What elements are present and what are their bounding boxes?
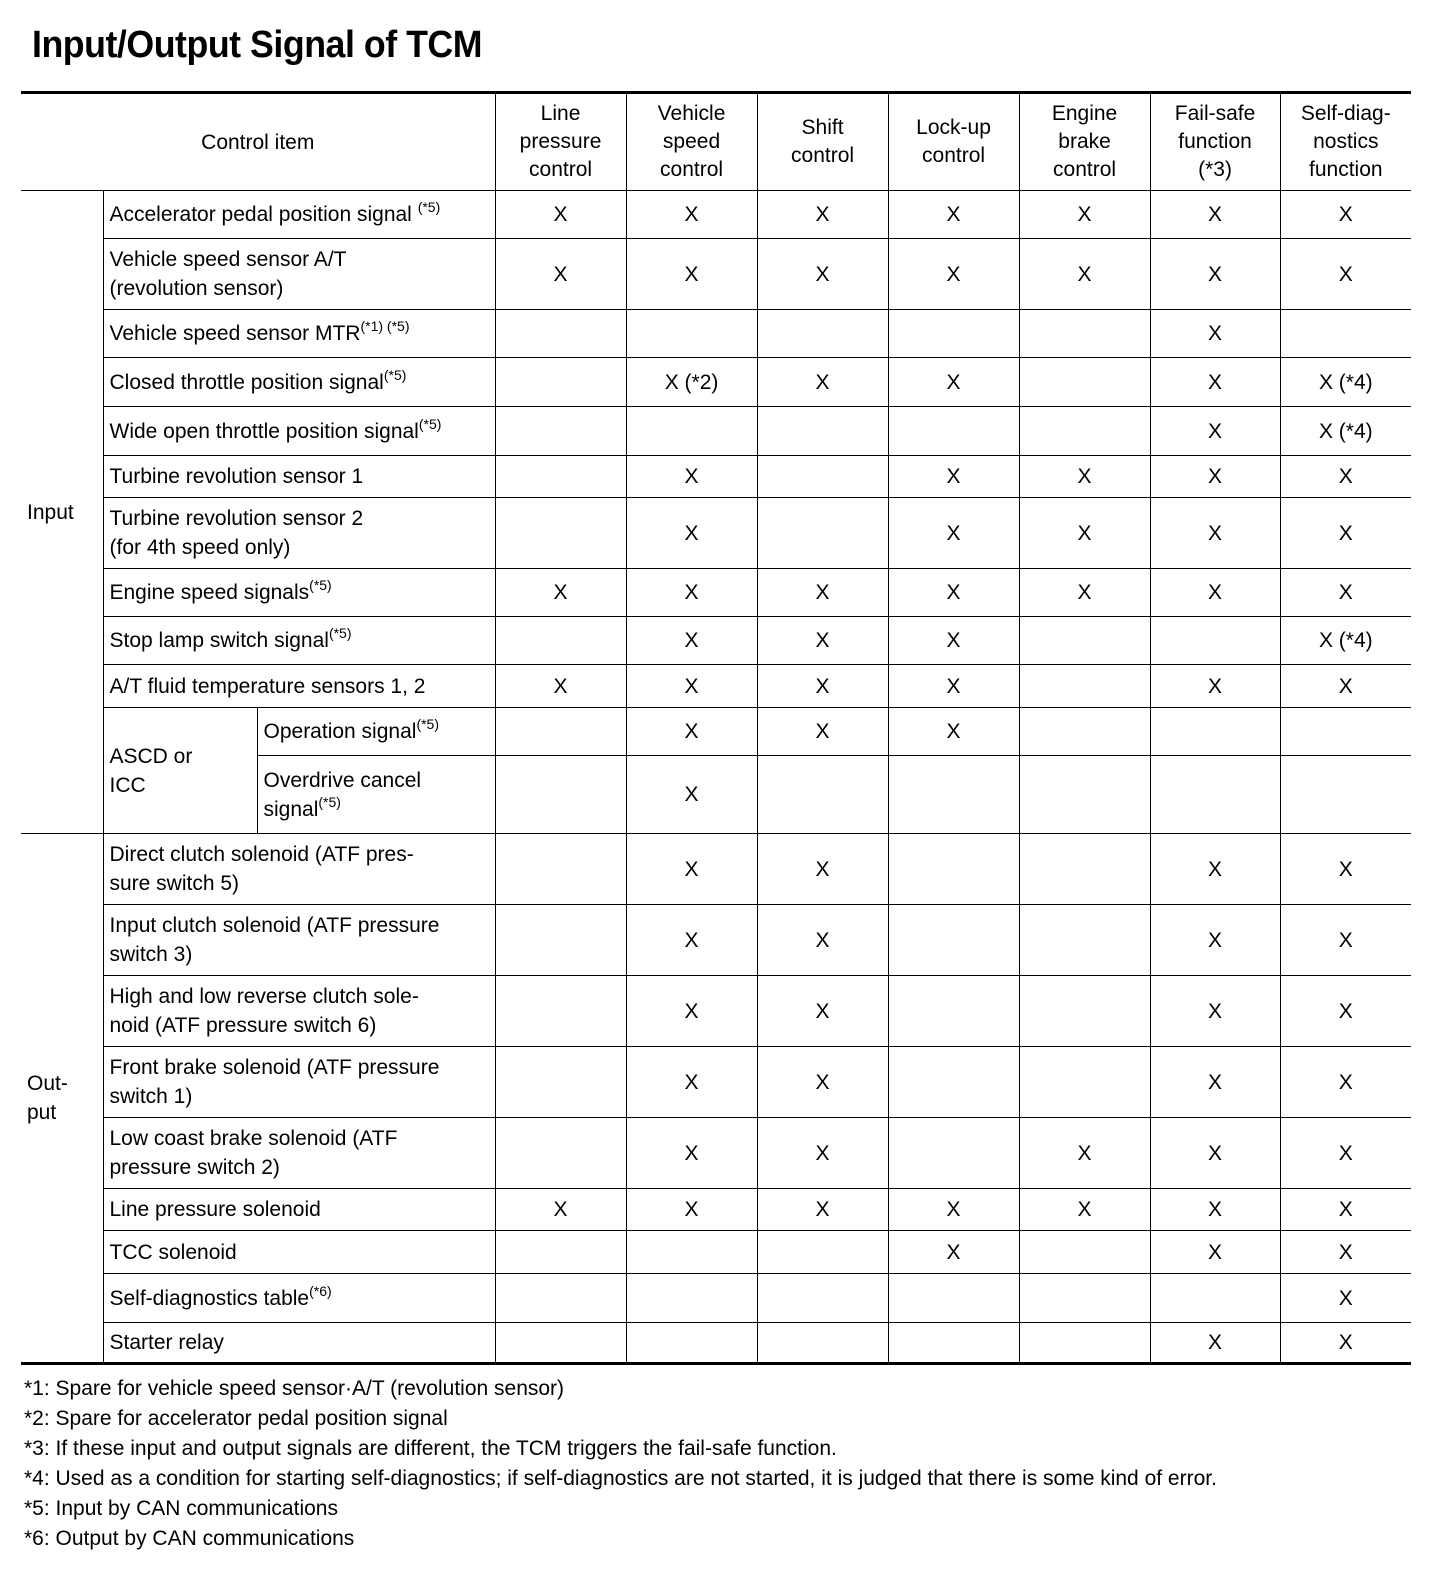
mark-cell: X (*4) [1280, 407, 1411, 456]
mark-cell [495, 976, 626, 1047]
footnote: *3: If these input and output signals are different, the TCM triggers the fail-safe function. [24, 1437, 837, 1460]
mark-cell: X [1150, 1047, 1280, 1118]
mark-cell [888, 1118, 1019, 1189]
cell-text: control [922, 144, 986, 167]
mark-cell: X [1019, 191, 1150, 239]
row-label [103, 191, 495, 239]
mark-cell [888, 834, 1019, 905]
mark-cell [757, 756, 888, 834]
mark-cell: X [626, 976, 757, 1047]
mark-cell [495, 456, 626, 498]
cell-text: (*3) [1198, 158, 1232, 181]
cell-text: noid (ATF pressure switch 6) [109, 1014, 377, 1037]
mark-cell: X [626, 1047, 757, 1118]
cell-text: Out- [27, 1072, 68, 1095]
mark-cell: X [1280, 1323, 1411, 1364]
cell-text: Vehicle speed sensor A/T [109, 248, 347, 271]
mark-cell: X [626, 834, 757, 905]
footnote-ref: (*1) (*5) [360, 318, 410, 334]
cell-text: Turbine revolution sensor 1 [109, 465, 364, 488]
header-col-0 [495, 93, 626, 191]
cell-text: Shift [801, 116, 844, 139]
mark-cell: X [1280, 905, 1411, 976]
mark-cell: X [757, 358, 888, 407]
footnote-ref: (*5) [383, 366, 407, 383]
mark-cell: X [888, 665, 1019, 708]
mark-cell: X [1150, 1323, 1280, 1364]
cell-text: ICC [109, 773, 146, 797]
mark-cell: X [888, 708, 1019, 756]
cell-text: put [27, 1101, 57, 1124]
mark-cell [1019, 1231, 1150, 1274]
footnote: *1: Spare for vehicle speed sensor·A/T (revolution sensor) [24, 1377, 565, 1400]
table-row [21, 191, 1411, 239]
header-col-2 [757, 93, 888, 191]
table-row [21, 1118, 1411, 1189]
row-label [103, 617, 495, 665]
row-label [103, 407, 495, 456]
footnote: *5: Input by CAN communications [24, 1497, 338, 1520]
mark-cell: X [757, 239, 888, 310]
mark-cell [757, 456, 888, 498]
cell-text: A/T fluid temperature sensors 1, 2 [109, 674, 426, 698]
cell-text: (for 4th speed only) [109, 536, 291, 559]
mark-cell: X [626, 1118, 757, 1189]
table-row [21, 1323, 1411, 1364]
cell-text: sure switch 5) [109, 872, 240, 895]
mark-cell: X [1280, 1274, 1411, 1323]
mark-cell [888, 407, 1019, 456]
mark-cell: X [1280, 1189, 1411, 1231]
cell-text: speed [662, 130, 721, 153]
mark-cell [1019, 617, 1150, 665]
mark-cell: X [757, 976, 888, 1047]
row-label [103, 1118, 495, 1189]
footnote-ref: (*5) [418, 415, 442, 432]
header-row [21, 93, 1411, 191]
cell-text: control [529, 158, 593, 181]
cell-text: signal [263, 797, 319, 821]
mark-cell: X [626, 708, 757, 756]
cell-text: control [791, 144, 855, 167]
mark-cell: X [1150, 358, 1280, 407]
mark-cell: X [495, 1189, 626, 1231]
cell-text: Line pressure solenoid [109, 1198, 321, 1221]
mark-cell [495, 1047, 626, 1118]
mark-cell: X [626, 456, 757, 498]
mark-cell [1019, 708, 1150, 756]
cell-text: Overdrive cancel [263, 768, 422, 792]
cell-text: High and low reverse clutch sole- [109, 985, 419, 1008]
mark-cell: X [626, 191, 757, 239]
mark-cell: X [888, 1231, 1019, 1274]
mark-cell [495, 708, 626, 756]
mark-cell: X [626, 1189, 757, 1231]
mark-cell [888, 756, 1019, 834]
mark-cell: X [1150, 905, 1280, 976]
cell-text: Input clutch solenoid (ATF pressure [109, 914, 440, 937]
mark-cell: X [626, 569, 757, 617]
mark-cell [888, 1274, 1019, 1323]
mark-cell: X [888, 617, 1019, 665]
mark-cell [1150, 708, 1280, 756]
group-ascd-icc [103, 708, 257, 834]
header-col-1 [626, 93, 757, 191]
row-label [103, 498, 495, 569]
cell-text: Closed throttle position signal [109, 370, 384, 394]
mark-cell: X [757, 617, 888, 665]
mark-cell: X [1150, 1189, 1280, 1231]
mark-cell [757, 1274, 888, 1323]
cell-text: Vehicle speed sensor MTR [109, 322, 361, 345]
header-col-3 [888, 93, 1019, 191]
cell-text: (revolution sensor) [109, 277, 284, 300]
row-label [103, 569, 495, 617]
mark-cell: X [1019, 239, 1150, 310]
row-label [103, 239, 495, 310]
mark-cell [1019, 310, 1150, 358]
mark-cell [1019, 756, 1150, 834]
mark-cell [495, 358, 626, 407]
header-col-6 [1280, 93, 1411, 191]
mark-cell: X [888, 456, 1019, 498]
mark-cell: X [1019, 456, 1150, 498]
cell-text: switch 3) [109, 943, 193, 966]
mark-cell [757, 498, 888, 569]
mark-cell: X [1150, 834, 1280, 905]
mark-cell [1019, 1323, 1150, 1364]
mark-cell: X [757, 1189, 888, 1231]
mark-cell [1019, 834, 1150, 905]
row-label [103, 1047, 495, 1118]
table-row [21, 569, 1411, 617]
footnote-ref: (*5) [309, 577, 332, 593]
mark-cell [1150, 756, 1280, 834]
mark-cell: X [1150, 407, 1280, 456]
row-label [103, 1274, 495, 1323]
mark-cell: X [1150, 498, 1280, 569]
footnote: *6: Output by CAN communications [24, 1527, 355, 1550]
row-label [103, 665, 495, 708]
group-input: Input [21, 191, 103, 834]
mark-cell [888, 310, 1019, 358]
row-label [103, 1323, 495, 1364]
mark-cell: X [1150, 1118, 1280, 1189]
cell-text: Starter relay [109, 1331, 224, 1354]
row-label [103, 310, 495, 358]
mark-cell: X [888, 239, 1019, 310]
row-label [257, 708, 495, 756]
mark-cell: X [888, 191, 1019, 239]
cell-text: ASCD or [109, 744, 193, 768]
cell-text: pressure [519, 130, 602, 153]
mark-cell [495, 1231, 626, 1274]
cell-text: Turbine revolution sensor 2 [109, 507, 364, 530]
mark-cell [495, 1118, 626, 1189]
mark-cell: X [1150, 569, 1280, 617]
mark-cell: X [626, 905, 757, 976]
cell-text: Lock-up [916, 116, 991, 139]
mark-cell: X [757, 1118, 888, 1189]
mark-cell: X (*2) [626, 358, 757, 407]
cell-text: control [1053, 158, 1117, 181]
mark-cell [1019, 665, 1150, 708]
mark-cell: X [495, 665, 626, 708]
mark-cell [888, 905, 1019, 976]
table-row [21, 358, 1411, 407]
mark-cell: X [1280, 976, 1411, 1047]
mark-cell: X [1280, 239, 1411, 310]
footnote: *2: Spare for accelerator pedal position signal [24, 1407, 448, 1430]
mark-cell [1019, 976, 1150, 1047]
mark-cell: X [1280, 1231, 1411, 1274]
mark-cell: X [495, 239, 626, 310]
mark-cell [1019, 1047, 1150, 1118]
mark-cell: X [1019, 569, 1150, 617]
table-row [21, 1047, 1411, 1118]
table-row [21, 1189, 1411, 1231]
mark-cell: X [626, 665, 757, 708]
row-label [103, 1231, 495, 1274]
cell-text: function [1178, 130, 1252, 153]
mark-cell: X (*4) [1280, 358, 1411, 407]
header-col-5 [1150, 93, 1280, 191]
row-label [103, 358, 495, 407]
cell-text: Fail-safe [1174, 102, 1256, 125]
row-label [103, 976, 495, 1047]
table-row [21, 407, 1411, 456]
cell-text: brake [1058, 130, 1111, 153]
mark-cell [1150, 617, 1280, 665]
mark-cell [1280, 756, 1411, 834]
table-row [21, 1231, 1411, 1274]
mark-cell: X [626, 756, 757, 834]
mark-cell: X [888, 1189, 1019, 1231]
mark-cell [1019, 905, 1150, 976]
mark-cell: X [1019, 498, 1150, 569]
mark-cell [1280, 708, 1411, 756]
mark-cell [757, 1323, 888, 1364]
cell-text: Vehicle [657, 102, 726, 125]
footnote-ref: (*5) [318, 793, 341, 810]
row-label [103, 456, 495, 498]
mark-cell: X [1150, 976, 1280, 1047]
row-label [103, 1189, 495, 1231]
footnote: *4: Used as a condition for starting self-diagnostics; if self-diagnostics are not started, it is judged that there is some kind of error. [24, 1467, 1217, 1490]
mark-cell [626, 1323, 757, 1364]
mark-cell: X [1150, 1231, 1280, 1274]
mark-cell: X [1280, 569, 1411, 617]
mark-cell: X [1019, 1118, 1150, 1189]
table-row [21, 1274, 1411, 1323]
footnote-ref: (*5) [417, 199, 441, 215]
mark-cell [495, 1323, 626, 1364]
group-output [21, 834, 103, 1364]
cell-text: TCC solenoid [109, 1240, 237, 1264]
mark-cell: X [1150, 456, 1280, 498]
table-row [21, 976, 1411, 1047]
mark-cell [1019, 407, 1150, 456]
mark-cell [1150, 1274, 1280, 1323]
cell-text: Self-diag- [1300, 102, 1391, 125]
mark-cell: X [1150, 665, 1280, 708]
mark-cell [495, 834, 626, 905]
mark-cell [495, 905, 626, 976]
cell-text: Direct clutch solenoid (ATF pres- [109, 843, 414, 866]
table-row [21, 708, 1411, 756]
cell-text: Engine speed signals [109, 581, 310, 604]
mark-cell [1280, 310, 1411, 358]
footnotes [24, 1374, 1217, 1554]
mark-cell: X [626, 617, 757, 665]
mark-cell: X [888, 569, 1019, 617]
mark-cell: X [757, 905, 888, 976]
table-row [21, 617, 1411, 665]
header-col-4 [1019, 93, 1150, 191]
table-row [21, 498, 1411, 569]
mark-cell: X [495, 569, 626, 617]
row-label [103, 834, 495, 905]
mark-cell: X [1280, 498, 1411, 569]
table-row [21, 310, 1411, 358]
mark-cell: X [757, 1047, 888, 1118]
mark-cell [1019, 358, 1150, 407]
cell-text: control [660, 158, 724, 181]
cell-text: Stop lamp switch signal [109, 629, 329, 652]
cell-text: Low coast brake solenoid (ATF [109, 1127, 398, 1150]
cell-text: Operation signal [263, 720, 417, 743]
footnote-ref: (*6) [309, 1282, 332, 1299]
mark-cell: X [1280, 1047, 1411, 1118]
mark-cell: X [757, 569, 888, 617]
mark-cell: X [1019, 1189, 1150, 1231]
row-label [103, 905, 495, 976]
mark-cell [626, 1274, 757, 1323]
mark-cell: X [757, 191, 888, 239]
cell-text: function [1309, 158, 1383, 181]
mark-cell: X [1280, 1118, 1411, 1189]
cell-text: Accelerator pedal position signal [109, 203, 418, 226]
mark-cell [495, 1274, 626, 1323]
mark-cell [1019, 1274, 1150, 1323]
mark-cell: X [888, 498, 1019, 569]
mark-cell [757, 1231, 888, 1274]
mark-cell [626, 310, 757, 358]
mark-cell: X [1280, 665, 1411, 708]
mark-cell [495, 498, 626, 569]
table-row [21, 239, 1411, 310]
mark-cell: X [1150, 310, 1280, 358]
mark-cell [626, 1231, 757, 1274]
tcm-signal-table [21, 91, 1411, 1365]
mark-cell [495, 407, 626, 456]
mark-cell: X [1150, 191, 1280, 239]
mark-cell: X [1280, 191, 1411, 239]
mark-cell: X [626, 498, 757, 569]
mark-cell: X [1280, 834, 1411, 905]
table-row [21, 834, 1411, 905]
mark-cell [888, 1047, 1019, 1118]
mark-cell: X [1280, 456, 1411, 498]
mark-cell [757, 310, 888, 358]
footnote-ref: (*5) [416, 716, 439, 732]
cell-text: Line [540, 102, 581, 125]
table-row [21, 665, 1411, 708]
header-control-item: Control item [21, 93, 495, 191]
mark-cell: X [626, 239, 757, 310]
mark-cell: X [757, 665, 888, 708]
cell-text: Self-diagnostics table [109, 1286, 310, 1310]
mark-cell: X [888, 358, 1019, 407]
mark-cell: X [1150, 239, 1280, 310]
cell-text: pressure switch 2) [109, 1156, 280, 1179]
table-row [21, 456, 1411, 498]
page-title: Input/Output Signal of TCM [32, 24, 483, 66]
mark-cell: X (*4) [1280, 617, 1411, 665]
cell-text: nostics [1313, 130, 1379, 153]
cell-text: switch 1) [109, 1085, 193, 1108]
mark-cell: X [757, 708, 888, 756]
mark-cell [757, 407, 888, 456]
mark-cell [495, 756, 626, 834]
cell-text: Front brake solenoid (ATF pressure [109, 1056, 440, 1079]
mark-cell: X [495, 191, 626, 239]
mark-cell [888, 1323, 1019, 1364]
row-label [257, 756, 495, 834]
mark-cell [888, 976, 1019, 1047]
mark-cell [495, 310, 626, 358]
cell-text: Wide open throttle position signal [109, 419, 419, 443]
cell-text: Engine [1051, 102, 1118, 125]
mark-cell: X [757, 834, 888, 905]
mark-cell [495, 617, 626, 665]
table-row [21, 905, 1411, 976]
mark-cell [626, 407, 757, 456]
footnote-ref: (*5) [328, 625, 352, 641]
